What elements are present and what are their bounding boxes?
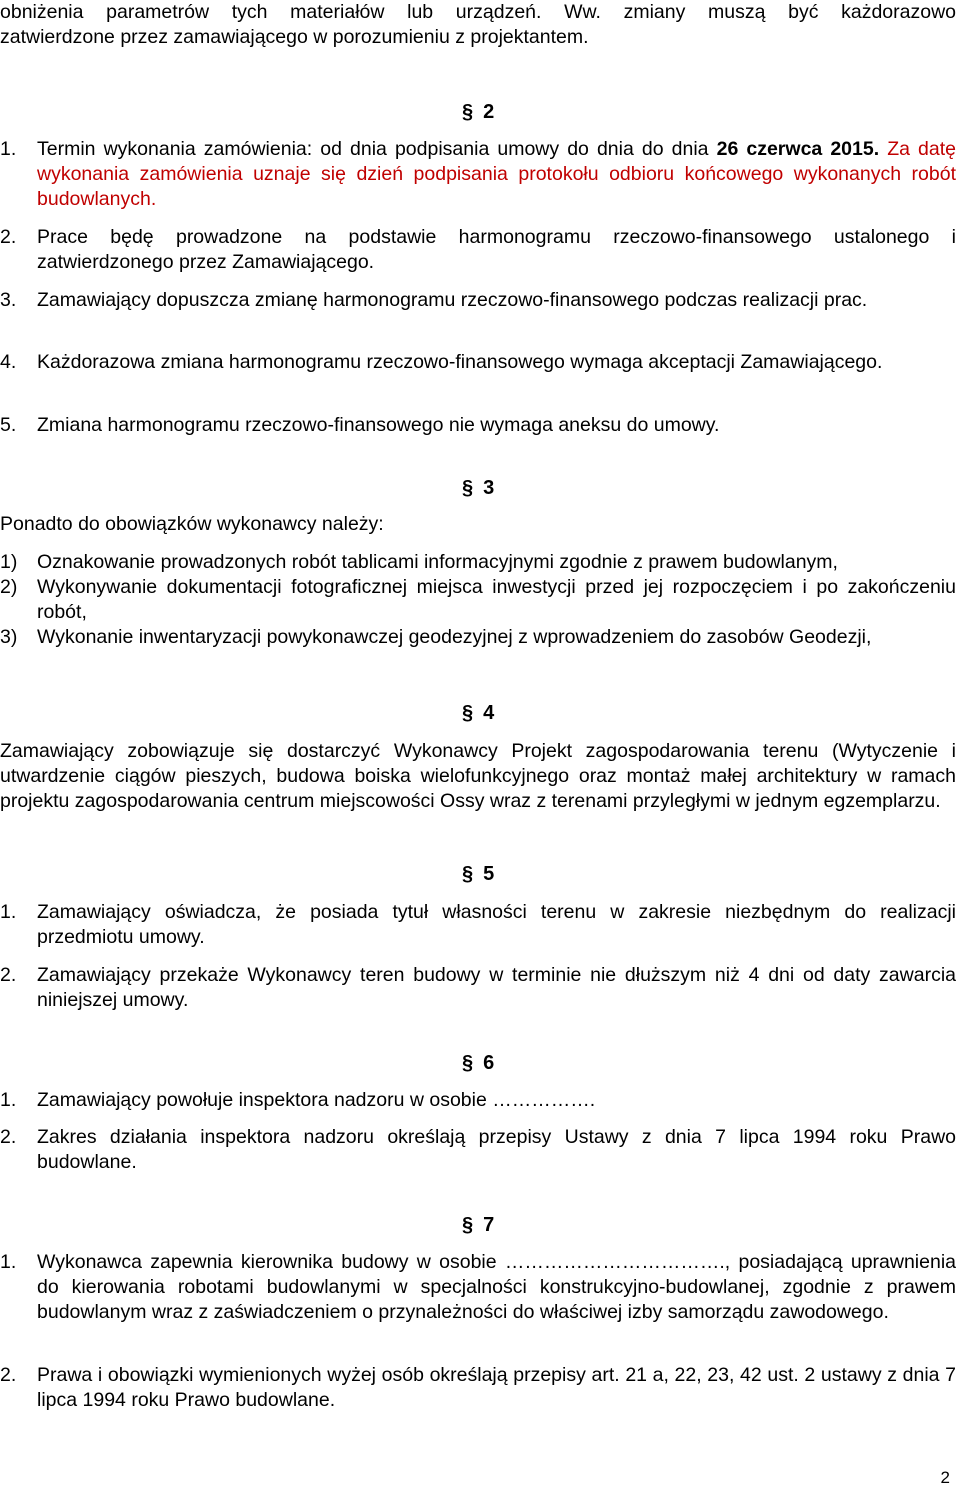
- section-heading-3: § 3: [462, 477, 495, 499]
- deadline-date: 26 czerwca 2015.: [716, 138, 880, 160]
- s5-item-2: 2. Zamawiający przekaże Wykonawcy teren budowy w terminie nie dłuższym niż 4 dni od daty zawarcia niniejszej umowy.: [0, 964, 956, 1011]
- intro-line-1: obniżenia parametrów tych materiałów lub urządzeń. Ww. zmiany muszą być każdorazowo: [0, 1, 956, 23]
- section-heading-2: § 2: [462, 101, 495, 123]
- s5-item-1: 1. Zamawiający oświadcza, że posiada tytuł własności terenu w zakresie niezbędnym do realizacji przedmiotu umowy.: [0, 901, 956, 948]
- s3-item-1: 1) Oznakowanie prowadzonych robót tablicami informacyjnymi zgodnie z prawem budowlanym,: [0, 551, 838, 573]
- s6-item-2: 2. Zakres działania inspektora nadzoru określają przepisy Ustawy z dnia 7 lipca 1994 roku Prawo budowlane.: [0, 1126, 956, 1173]
- intro-line-2: zatwierdzone przez zamawiającego w porozumieniu z projektantem.: [0, 26, 589, 48]
- section-heading-7: § 7: [462, 1214, 495, 1236]
- s2-item-1: 1. Termin wykonania zamówienia: od dnia podpisania umowy do dnia do dnia 26 czerwca 2015. Za datę wykonania zamówienia uznaje się dzień podpisania protokołu odbioru końcowego wykonanych robót budowlanych.: [0, 138, 956, 210]
- s3-item-2: 2) Wykonywanie dokumentacji fotograficznej miejsca inwestycji przed jej rozpoczęciem i po zakończeniu robót,: [0, 576, 956, 623]
- page-number: 2: [940, 1468, 950, 1487]
- s6-item-1: 1. Zamawiający powołuje inspektora nadzoru w osobie …………….: [0, 1089, 596, 1111]
- s2-item-4: 4. Każdorazowa zmiana harmonogramu rzeczowo-finansowego wymaga akceptacji Zamawiającego.: [0, 351, 883, 373]
- s3-item-3: 3) Wykonanie inwentaryzacji powykonawczej geodezyjnej z wprowadzeniem do zasobów Geodezji,: [0, 626, 872, 648]
- section-heading-6: § 6: [462, 1052, 495, 1074]
- s3-lead: Ponadto do obowiązków wykonawcy należy:: [0, 513, 384, 535]
- s7-item-2: 2. Prawa i obowiązki wymienionych wyżej osób określają przepisy art. 21 a, 22, 23, 42 ust. 2 ustawy z dnia 7 lipca 1994 roku Prawo budowlane.: [0, 1364, 956, 1411]
- s2-item-3: 3. Zamawiający dopuszcza zmianę harmonogramu rzeczowo-finansowego podczas realizacji prac.: [0, 289, 868, 311]
- s2-item-5: 5. Zmiana harmonogramu rzeczowo-finansowego nie wymaga aneksu do umowy.: [0, 414, 720, 436]
- section-heading-4: § 4: [462, 702, 495, 724]
- section-heading-5: § 5: [462, 863, 495, 885]
- intro-paragraph: [0, 0, 956, 50]
- s2-item-2: 2. Prace będę prowadzone na podstawie harmonogramu rzeczowo-finansowego ustalonego i zatwierdzonego przez Zamawiającego.: [0, 226, 956, 273]
- s7-item-1: 1. Wykonawca zapewnia kierownika budowy w osobie ……………………………., posiadającą uprawnienia do kierowania robotami budowlanymi w specjalności konstrukcyjno-budowlanej, zgodnie z prawem budowlanym wraz z zaświadczeniem o przynależności do właściwej izby samorządu zawodowego.: [0, 1251, 956, 1323]
- s4-paragraph: Zamawiający zobowiązuje się dostarczyć Wykonawcy Projekt zagospodarowania terenu (Wytyczenie i utwardzenie ciągów pieszych, budowa boiska wielofunkcyjnego oraz montaż małej architektury w ramach projektu zagospodarowania centrum miejscowości Ossy wraz z terenami przyległymi w jednym egzemplarzu.: [0, 740, 956, 812]
